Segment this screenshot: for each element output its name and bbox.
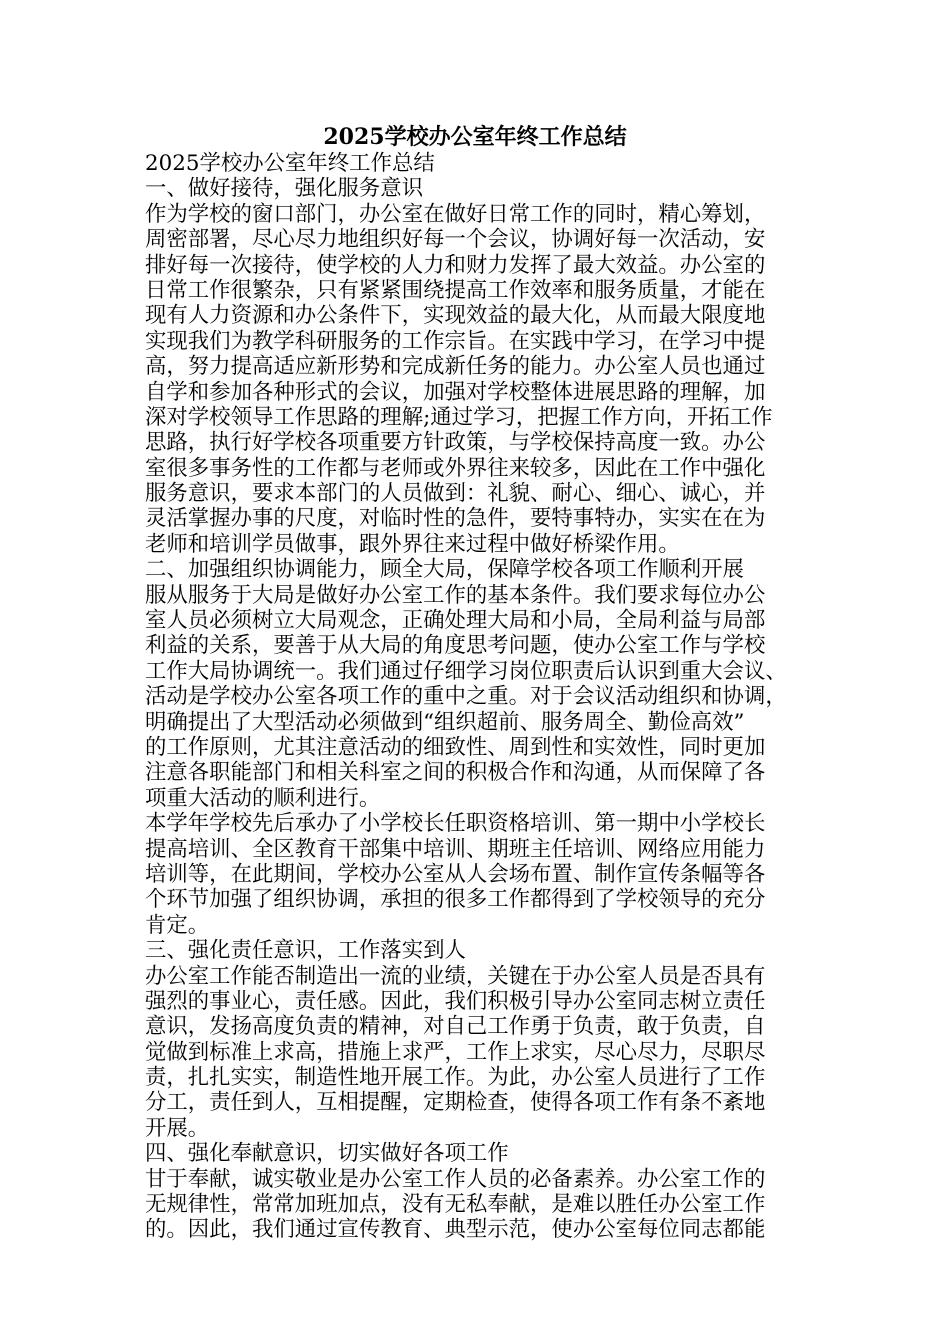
text-line: 室很多事务性的工作都与老师或外界往来较多，因此在工作中强化 [145,455,766,481]
text-line: 办公室工作能否制造出一流的业绩，关键在于办公室人员是否具有 [145,963,766,989]
text-line: 灵活掌握办事的尺度，对临时性的急件，要特事特办，实实在在为 [145,506,766,532]
text-line: 日常工作很繁杂，只有紧紧围绕提高工作效率和服务质量，才能在 [145,277,766,303]
text-line: 自学和参加各种形式的会议，加强对学校整体进展思路的理解，加 [145,379,766,405]
text-line: 分工，责任到人，互相提醒，定期检查，使得各项工作有条不紊地 [145,1090,766,1116]
document-body [145,151,805,1243]
text-line: 个环节加强了组织协调，承担的很多工作都得到了学校领导的充分 [145,887,766,913]
text-line: 活动是学校办公室各项工作的重中之重。对于会议活动组织和协调， [145,684,787,710]
text-line: 室人员必须树立大局观念，正确处理大局和小局，全局利益与局部 [145,608,766,634]
text-line: 意识，发扬高度负责的精神，对自己工作勇于负责，敢于负责，自 [145,1014,766,1040]
text-line: 注意各职能部门和相关科室之间的积极合作和沟通，从而保障了各 [145,760,766,786]
text-line: 甘于奉献，诚实敬业是办公室工作人员的必备素养。办公室工作的 [145,1166,766,1192]
text-line: 服从服务于大局是做好办公室工作的基本条件。我们要求每位办公 [145,582,766,608]
text-line: 工作大局协调统一。我们通过仔细学习岗位职责后认识到重大会议、 [145,658,787,684]
text-line: 2025学校办公室年终工作总结 [145,151,435,176]
text-line: 提高培训、全区教育干部集中培训、期班主任培训、网络应用能力 [145,836,766,862]
text-line: 项重大活动的顺利进行。 [145,785,381,811]
text-line: 一、做好接待，强化服务意识 [145,176,424,202]
text-line: 四、强化奉献意识，切实做好各项工作 [145,1141,509,1167]
text-line: 的。因此，我们通过宣传教育、典型示范，使办公室每位同志都能 [145,1217,766,1243]
text-line: 实现我们为教学科研服务的工作宗旨。在实践中学习，在学习中提 [145,328,766,354]
text-line: 高，努力提高适应新形势和完成新任务的能力。办公室人员也通过 [145,354,766,380]
text-line: 二、加强组织协调能力，顾全大局，保障学校各项工作顺利开展 [145,557,744,583]
text-line: 服务意识，要求本部门的人员做到：礼貌、耐心、细心、诚心，并 [145,481,766,507]
text-line: 周密部署，尽心尽力地组织好每一个会议，协调好每一次活动，安 [145,227,766,253]
document-title: 2025学校办公室年终工作总结 [323,124,627,150]
text-line: 无规律性，常常加班加点，没有无私奉献，是难以胜任办公室工作 [145,1192,766,1218]
text-line: 思路，执行好学校各项重要方针政策，与学校保持高度一致。办公 [145,430,766,456]
text-line: 责，扎扎实实，制造性地开展工作。为此，办公室人员进行了工作 [145,1065,766,1091]
text-line: 深对学校领导工作思路的理解;通过学习，把握工作方向，开拓工作 [145,404,773,430]
text-line: 三、强化责任意识，工作落实到人 [145,938,466,964]
text-line: 培训等，在此期间，学校办公室从人会场布置、制作宣传条幅等各 [145,861,766,887]
text-line: 肯定。 [145,912,210,938]
text-line: 现有人力资源和办公条件下，实现效益的最大化，从而最大限度地 [145,303,766,329]
text-line: 强烈的事业心，责任感。因此，我们积极引导办公室同志树立责任 [145,988,766,1014]
text-line: 排好每一次接待，使学校的人力和财力发挥了最大效益。办公室的 [145,252,766,278]
text-line: 开展。 [145,1115,210,1141]
text-line: 老师和培训学员做事，跟外界往来过程中做好桥梁作用。 [145,531,680,557]
text-line: 利益的关系，要善于从大局的角度思考问题，使办公室工作与学校 [145,633,766,659]
text-line: 作为学校的窗口部门，办公室在做好日常工作的同时，精心筹划， [145,201,766,227]
text-line: 明确提出了大型活动必须做到“组织超前、服务周全、勤俭高效” [145,709,745,735]
text-line: 本学年学校先后承办了小学校长任职资格培训、第一期中小学校长 [145,811,766,837]
text-line: 的工作原则，尤其注意活动的细致性、周到性和实效性，同时更加 [145,734,766,760]
text-line: 觉做到标准上求高，措施上求严，工作上求实，尽心尽力，尽职尽 [145,1039,766,1065]
